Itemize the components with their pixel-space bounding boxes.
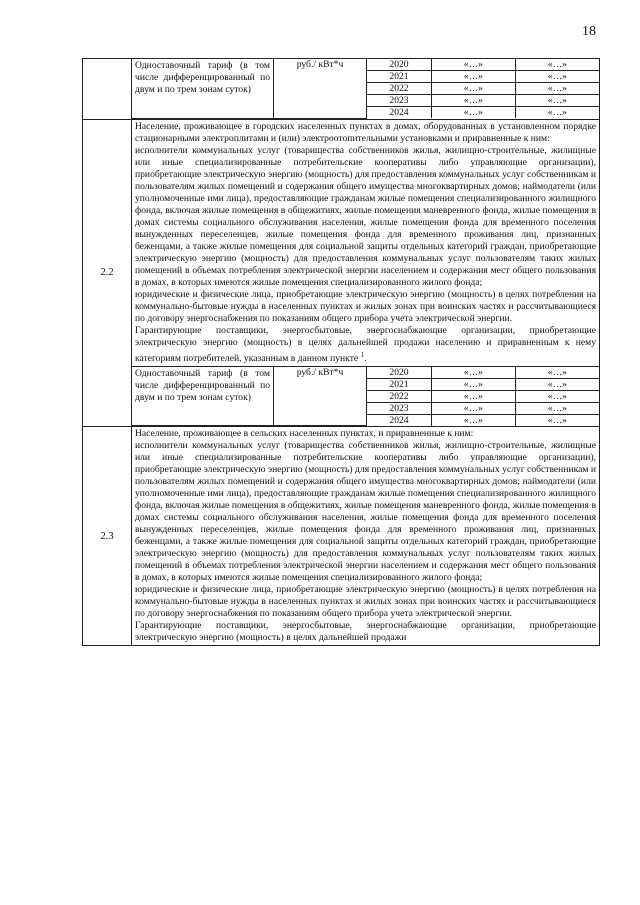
paragraph: Население, проживающее в сельских населенных пунктах, и приравненные к ним: [135,428,474,440]
row-number: 2.3 [83,427,132,646]
paragraph: Население, проживающее в городских населенных пунктах в домах, оборудованных в установленном порядке стационарными электроплитами и (или) электроотопительными установками и приравненные к ним: [135,120,596,144]
tariff-row-top [83,59,600,120]
paragraph: Гарантирующие поставщики, энергосбытовые, энергоснабжающие организации, приобретающие электрическую энергию (мощность) в целях дальнейшей продажи [135,620,596,644]
tariff-subtable-2-2 [132,367,599,427]
tariff-value-h1: «…» [432,107,516,119]
tariff-value-h2: «…» [515,83,599,95]
tariff-value-h2: «…» [515,59,599,71]
tariff-year: 2021 [367,378,432,390]
tariff-year: 2022 [367,83,432,95]
row-number-empty [83,59,132,120]
tariff-table [82,58,600,646]
tariff-value-h2: «…» [515,402,599,414]
tariff-year: 2024 [367,414,432,426]
paragraph: юридические и физические лица, приобретающие электрическую энергию (мощность) в целях потребления на коммунально-бытовые нужды в населенных пунктах и жилых зонах при воинских частях и рассчитывающиеся по договору энергоснабжения по показаниям общего прибора учета электрической энергии. [135,288,596,324]
tariff-year: 2023 [367,95,432,107]
tariff-row-2-2 [83,366,600,427]
tariff-value-h1: «…» [432,414,516,426]
tariff-value-h1: «…» [432,59,516,71]
tariff-year: 2024 [367,107,432,119]
tariff-value-h1: «…» [432,95,516,107]
tariff-value-h2: «…» [515,107,599,119]
paragraph: юридические и физические лица, приобретающие электрическую энергию (мощность) в целях потребления на коммунально-бытовые нужды в населенных пунктах и жилых зонах при воинских частях и рассчитывающиеся по договору энергоснабжения по показаниям общего прибора учета электрической энергии. [135,584,596,620]
tariff-value-h2: «…» [515,71,599,83]
tariff-year: 2020 [367,367,432,379]
tariff-name: Одноставочный тариф (в том числе дифференцированный по двум и по трем зонам суток) [132,59,274,118]
row-2-2 [83,119,600,366]
row-2-3-description [132,427,600,646]
tariff-value-h1: «…» [432,83,516,95]
tariff-value-h2: «…» [515,378,599,390]
page-number: 18 [582,24,596,39]
tariff-year: 2022 [367,390,432,402]
row-2-2-description [132,119,600,366]
tariff-unit: руб./ кВт*ч [274,367,367,426]
tariff-value-h1: «…» [432,402,516,414]
footnote-mark: 1 [360,350,365,359]
paragraph: исполнители коммунальных услуг (товарищества собственников жилья, жилищно-строительные, жилищные или иные специализированные потребительские кооперативы либо управляющие организации), приобретающие электрическую энергию (мощность) для предоставления коммунальных услуг собственникам и пользователям жилых помещений и содержания общего имущества многоквартирных домов; наймодатели (или уполномоченные ими лица), предоставляющие гражданам жилые помещения специализированного жилищного фонда, включая жилые помещения в общежитиях, жилые помещения маневренного фонда, жилые помещения в домах системы социального обслуживания населения, жилые помещения фонда для временного поселения вынужденных переселенцев, жилые помещения фонда для временного проживания лиц, признанных беженцами, а также жилые помещения для социальной защиты отдельных категорий граждан, приобретающие электрическую энергию (мощность) для предоставления коммунальных услуг пользователям таких жилых помещений в объемах потребления электрической энергии населением и содержания мест общего пользования в домах, в которых имеются жилые помещения специализированного жилого фонда; [135,144,596,288]
row-number: 2.2 [83,119,132,427]
tariff-cell-top [132,59,600,120]
tariff-value-h2: «…» [515,390,599,402]
tariff-subtable-top [132,59,599,119]
paragraph-last: Гарантирующие поставщики, энергосбытовые, энергоснабжающие организации, приобретающие электрическую энергию (мощность) в целях дальнейшей продажи населению и приравненным к нему категориям потребителей, указанным в данном пункте $^1$. [135,324,596,364]
tariff-value-h1: «…» [432,390,516,402]
tariff-cell-2-2 [132,366,600,427]
paragraph: исполнители коммунальных услуг (товарищества собственников жилья, жилищно-строительные, жилищные или иные специализированные потребительские кооперативы либо управляющие организации), приобретающие электрическую энергию (мощность) для предоставления коммунальных услуг собственникам и пользователям жилых помещений и содержания общего имущества многоквартирных домов; наймодатели (или уполномоченные ими лица), предоставляющие гражданам жилые помещения специализированного жилищного фонда, включая жилые помещения в общежитиях, жилые помещения маневренного фонда, жилые помещения в домах системы социального обслуживания населения, жилые помещения фонда для временного поселения вынужденных переселенцев, жилые помещения фонда для временного проживания лиц, признанных беженцами, а также жилые помещения для социальной защиты отдельных категорий граждан, приобретающие электрическую энергию (мощность) для предоставления коммунальных услуг пользователям таких жилых помещений в объемах потребления электрической энергии населением и содержания мест общего пользования в домах, в которых имеются жилые помещения специализированного жилого фонда; [135,440,596,584]
tariff-value-h1: «…» [432,367,516,379]
tariff-name: Одноставочный тариф (в том числе дифференцированный по двум и по трем зонам суток) [132,367,274,426]
tariff-value-h1: «…» [432,378,516,390]
tariff-value-h1: «…» [432,71,516,83]
tariff-year: 2020 [367,59,432,71]
paragraph-text: Гарантирующие поставщики, энергосбытовые, энергоснабжающие организации, приобретающие электрическую энергию (мощность) в целях дальнейшей продажи населению и приравненным к нему категориям потребителей, указанным в данном пункте [135,324,596,364]
tariff-value-h2: «…» [515,414,599,426]
tariff-value-h2: «…» [515,367,599,379]
tariff-year: 2023 [367,402,432,414]
tariff-value-h2: «…» [515,95,599,107]
tariff-year: 2021 [367,71,432,83]
tariff-unit: руб./ кВт*ч [274,59,367,118]
row-2-3 [83,427,600,646]
